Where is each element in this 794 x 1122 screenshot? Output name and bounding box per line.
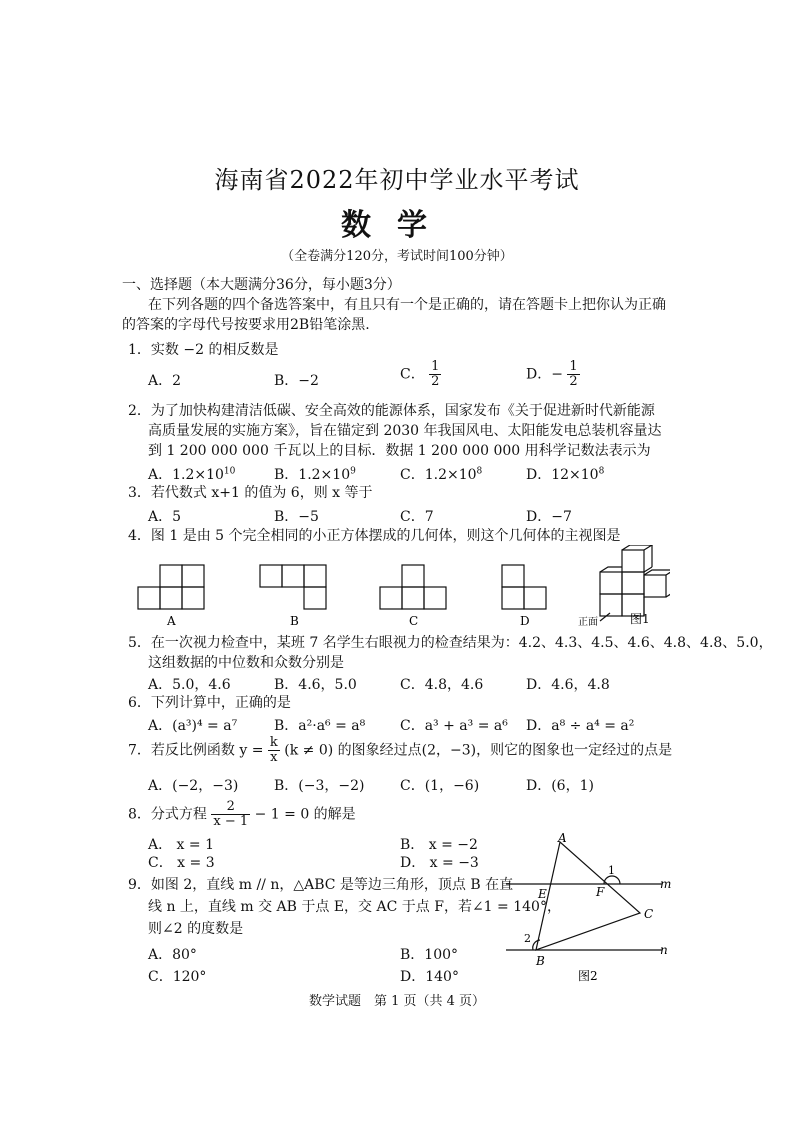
q8-option-a: A． x = 1 <box>148 837 214 853</box>
triangle-abc <box>536 842 640 950</box>
q8-fraction: $\frac{2}{x - 1}$ <box>213 799 249 829</box>
q1-option-c-label: C． <box>400 366 425 383</box>
q1-stem: 1．实数 −2 的相反数是 <box>128 342 279 358</box>
q6-option-c: C．a³ + a³ = a⁶ <box>400 718 508 734</box>
q7-option-d: D．(6，1) <box>526 778 594 794</box>
q5-option-d: D．4.6，4.8 <box>526 677 610 693</box>
q8-stem-pre: 8．分式方程 <box>128 806 207 823</box>
instruction-line-1: 在下列各题的四个备选答案中，有且只有一个是正确的，请在答题卡上把你认为正确 <box>148 297 666 313</box>
q3-option-b: B．−5 <box>274 509 319 525</box>
q4-label-a: A <box>167 614 176 628</box>
q4-view-b <box>260 565 326 609</box>
q1-option-d <box>526 360 580 389</box>
q5-option-c: C．4.8，4.6 <box>400 677 484 693</box>
q8-stem-post: − 1 = 0 的解是 <box>254 806 356 823</box>
q2-option-c: C．$1.2\times 10^8$ <box>400 466 483 483</box>
q1-option-a: A．2 <box>148 373 182 389</box>
q7-stem-pre: 7．若反比例函数 y = <box>128 742 264 759</box>
instruction-line-2: 的答案的字母代号按要求用2B铅笔涂黑. <box>122 317 370 333</box>
label-n: n <box>660 943 668 957</box>
q5-line-1: 5．在一次视力检查中，某班 7 名学生右眼视力的检查结果为：4.2、4.3、4.5、4.6、4.8、4.8、5.0， <box>128 635 773 651</box>
q4-view-d <box>502 565 546 609</box>
q9-line-3: 则∠2 的度数是 <box>148 921 244 937</box>
label-m: m <box>660 877 672 891</box>
q7-fraction: $\frac{k}{x}$ <box>269 735 278 765</box>
q6-option-b: B．a²·a⁶ = a⁸ <box>274 718 366 734</box>
q1-fraction-d: $\frac{1}{2}$ <box>569 359 578 389</box>
q1-option-b: B．−2 <box>274 373 319 389</box>
q5-line-2: 这组数据的中位数和众数分别是 <box>148 655 344 671</box>
q6-option-d: D．a⁸ ÷ a⁴ = a² <box>526 718 635 734</box>
point-a: A <box>558 831 567 845</box>
q2-line-3: 到 1 200 000 000 千瓦以上的目标．数据 1 200 000 000 用科学记数法表示为 <box>148 443 651 459</box>
point-f: F <box>596 885 605 899</box>
q9-figure-caption: 图2 <box>578 969 598 983</box>
q3-option-c: C．7 <box>400 509 434 525</box>
section-heading: 一、选择题（本大题满分36分，每小题3分） <box>122 277 401 293</box>
q6-stem: 6．下列计算中，正确的是 <box>128 695 291 711</box>
q3-option-a: A．5 <box>148 509 182 525</box>
q2-line-2: 高质量发展的实施方案》，旨在锚定到 2030 年我国风电、太阳能发电总装机容量达 <box>148 423 662 439</box>
q9-line-1: 9．如图 2，直线 m // n，△ABC 是等边三角形，顶点 B 在直 <box>128 877 514 893</box>
q2-line-1: 2．为了加快构建清洁低碳、安全高效的能源体系，国家发布《关于促进新时代新能源 <box>128 403 655 419</box>
q9-figure <box>500 830 680 985</box>
q9-option-b: B．100° <box>400 947 459 963</box>
q4-view-a <box>138 565 204 609</box>
q5-option-a: A．5.0，4.6 <box>148 677 231 693</box>
q7-stem <box>128 736 672 765</box>
q3-option-d: D．−7 <box>526 509 572 525</box>
q8-option-b: B． x = −2 <box>400 837 478 853</box>
q6-option-a: A．(a³)⁴ = a⁷ <box>148 718 238 734</box>
q9-option-d: D．140° <box>400 969 459 985</box>
q4-stem: 4．图 1 是由 5 个完全相同的小正方体摆成的几何体，则这个几何体的主视图是 <box>128 528 621 544</box>
q7-stem-post: (k ≠ 0) 的图象经过点(2，−3)，则它的图象也一定经过的点是 <box>284 742 673 759</box>
exam-note: （全卷满分120分，考试时间100分钟） <box>281 249 513 264</box>
angle-1-label: 1 <box>608 864 615 877</box>
q4-front-label: 正面 <box>578 617 598 628</box>
page-title: 海南省2022年初中学业水平考试 <box>214 166 580 194</box>
q2-option-d: D．$12\times 10^8$ <box>526 466 605 483</box>
q4-view-c <box>380 565 446 609</box>
q8-option-d: D． x = −3 <box>400 855 479 871</box>
q7-option-b: B．(−3，−2) <box>274 778 365 794</box>
page-footer: 数学试题 第 1 页（共 4 页） <box>308 994 486 1009</box>
q1-option-c <box>400 360 441 389</box>
q5-option-b: B．4.6，5.0 <box>274 677 357 693</box>
q2-option-a: A．$1.2\times 10^{10}$ <box>148 466 236 483</box>
q3-stem: 3．若代数式 x+1 的值为 6，则 x 等于 <box>128 485 373 501</box>
q4-label-d: D <box>520 614 530 628</box>
point-e: E <box>538 887 547 901</box>
q1-option-d-label: D．− <box>526 366 563 383</box>
angle-2-label: 2 <box>524 932 531 945</box>
q2-option-b: B．$1.2\times 10^9$ <box>274 466 356 483</box>
point-c: C <box>644 907 654 921</box>
q9-line-2: 线 n 上，直线 m 交 AB 于点 E，交 AC 于点 F，若∠1 = 140°， <box>148 899 561 915</box>
q4-label-c: C <box>409 614 419 628</box>
q4-figures <box>130 545 670 630</box>
q1-fraction-c: $\frac{1}{2}$ <box>431 359 440 389</box>
q9-option-c: C．120° <box>148 969 207 985</box>
q4-figure-caption: 图1 <box>630 612 650 626</box>
subject-title: 数学 <box>341 208 453 243</box>
q8-stem <box>128 800 356 829</box>
q9-option-a: A．80° <box>148 947 197 963</box>
q4-isometric-figure <box>600 545 670 621</box>
point-b: B <box>536 954 545 968</box>
q4-label-b: B <box>290 614 299 628</box>
q7-option-c: C．(1，−6) <box>400 778 480 794</box>
q8-option-c: C． x = 3 <box>148 855 215 871</box>
q7-option-a: A．(−2，−3) <box>148 778 239 794</box>
